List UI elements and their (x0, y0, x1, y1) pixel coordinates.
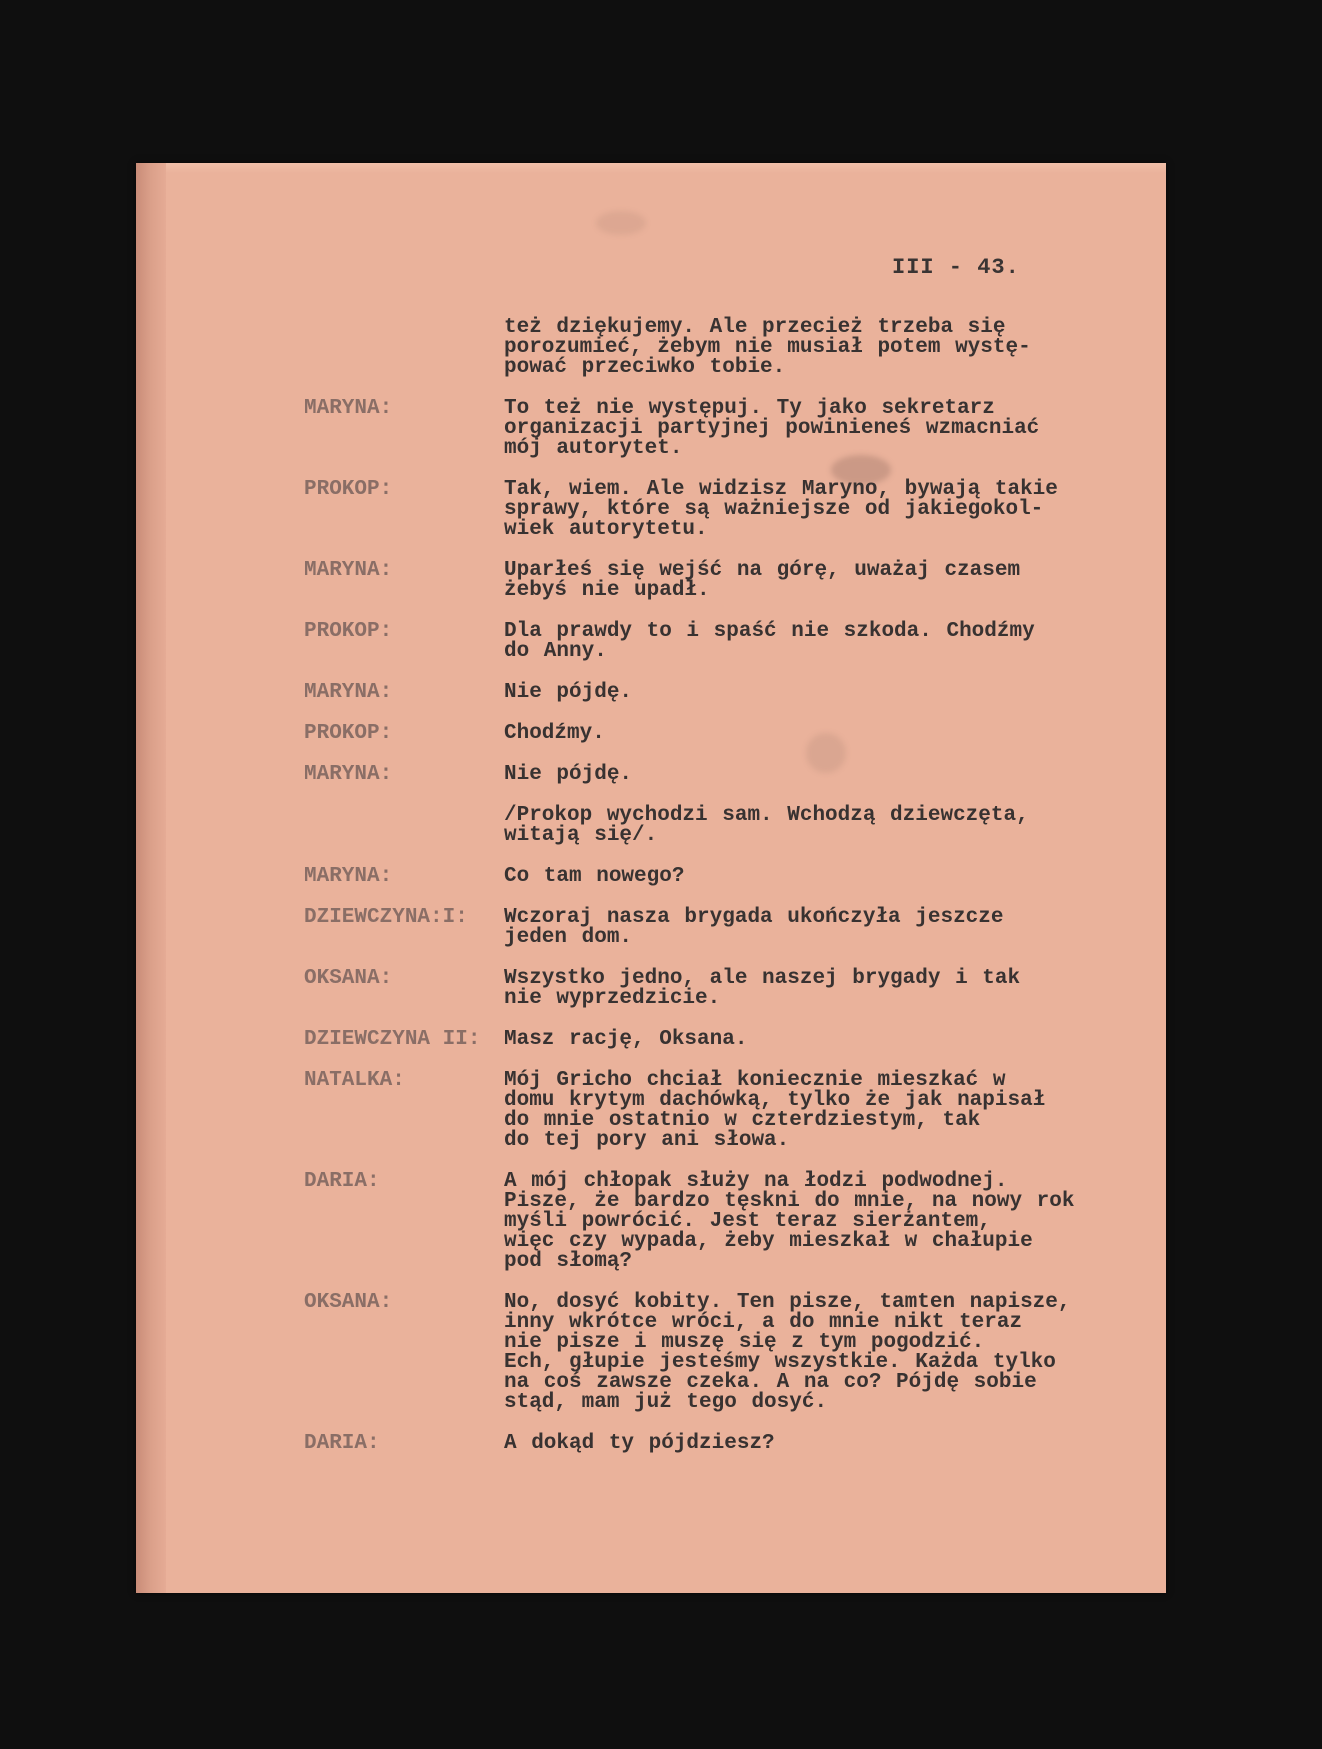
speaker-name: DARIA: (304, 1432, 380, 1455)
dialogue-entry (304, 765, 1144, 785)
speaker-name: MARYNA: (304, 763, 393, 786)
speaker-name: OKSANA: (304, 1291, 393, 1314)
speaker-name: PROKOP: (304, 722, 393, 745)
speaker-name: NATALKA: (304, 1069, 405, 1092)
dialogue-entry (304, 1071, 1144, 1151)
dialogue-line: Wczoraj nasza brygada ukończyła jeszcze jeden dom. (504, 906, 1004, 949)
dialogue-entry (304, 399, 1144, 459)
dialogue-line: A mój chłopak służy na łodzi podwodnej. Pisze, że bardzo tęskni do mnie, na nowy rok myśli powrócić. Jest teraz sierżantem, więc czy wypada, żeby mieszkał w chałupie pod słomą? (504, 1170, 1075, 1273)
typescript-page (136, 163, 1166, 1593)
page-top-edge (166, 163, 1166, 173)
dialogue-line: Co tam nowego? (504, 865, 685, 888)
speaker-name: DZIEWCZYNA II: (304, 1028, 481, 1051)
dialogue-entry (304, 969, 1144, 1009)
stage-direction (304, 806, 1144, 846)
script-body (304, 318, 1144, 1475)
dialogue-line: Mój Gricho chciał koniecznie mieszkać w domu krytym dachówką, tylko że jak napisał do mnie ostatnio w czterdziestym, tak do tej pory ani słowa. (504, 1069, 1046, 1152)
dialogue-entry (304, 1030, 1144, 1050)
dialogue-entry (304, 622, 1144, 662)
page-number: III - 43. (892, 255, 1020, 280)
dialogue-line: Dla prawdy to i spaść nie szkoda. Chodźmy do Anny. (504, 620, 1035, 663)
dialogue-line: Masz rację, Oksana. (504, 1028, 748, 1051)
page-binding-edge (136, 163, 166, 1593)
dialogue-line: A dokąd ty pójdziesz? (504, 1432, 775, 1455)
dialogue-entry (304, 1434, 1144, 1454)
stage-direction-text: /Prokop wychodzi sam. Wchodzą dziewczęta, witają się/. (504, 804, 1029, 847)
dialogue-line: Tak, wiem. Ale widzisz Maryno, bywają takie sprawy, które są ważniejsze od jakiegokol- wiek autorytetu. (504, 478, 1058, 541)
dialogue-line: No, dosyć kobity. Ten pisze, tamten napisze, inny wkrótce wróci, a do mnie nikt teraz nie pisze i muszę się z tym pogodzić. Ech, głupie jesteśmy wszystkie. Każda tylko na coś zawsze czeka. A na co? Pójdę sobie stąd, mam już tego dosyć. (504, 1291, 1071, 1414)
dialogue-entry (304, 480, 1144, 540)
speaker-name: MARYNA: (304, 559, 393, 582)
dialogue-line: To też nie występuj. Ty jako sekretarz organizacji partyjnej powinieneś wzmacniać mój autorytet. (504, 397, 1040, 460)
speaker-name: MARYNA: (304, 397, 393, 420)
dialogue-line: Chodźmy. (504, 722, 605, 745)
dialogue-entry (304, 1293, 1144, 1413)
dialogue-entry (304, 318, 1144, 378)
dialogue-line: Wszystko jedno, ale naszej brygady i tak nie wyprzedzicie. (504, 967, 1021, 1010)
speaker-name: DZIEWCZYNA:I: (304, 906, 468, 929)
dialogue-line: Nie pójdę. (504, 681, 633, 704)
speaker-name: PROKOP: (304, 478, 393, 501)
speaker-name: MARYNA: (304, 865, 393, 888)
speaker-name: DARIA: (304, 1170, 380, 1193)
dialogue-line: też dziękujemy. Ale przecież trzeba się porozumieć, żebym nie musiał potem wystę- pować przeciwko tobie. (504, 316, 1031, 379)
dialogue-entry (304, 561, 1144, 601)
dialogue-entry (304, 683, 1144, 703)
dialogue-line: Nie pójdę. (504, 763, 633, 786)
dialogue-line: Uparłeś się wejść na górę, uważaj czasem żebyś nie upadł. (504, 559, 1021, 602)
dialogue-entry (304, 908, 1144, 948)
speaker-name: MARYNA: (304, 681, 393, 704)
dialogue-entry (304, 724, 1144, 744)
dialogue-entry (304, 1172, 1144, 1272)
ink-smudge (596, 211, 646, 235)
dialogue-entry (304, 867, 1144, 887)
speaker-name: OKSANA: (304, 967, 393, 990)
speaker-name: PROKOP: (304, 620, 393, 643)
